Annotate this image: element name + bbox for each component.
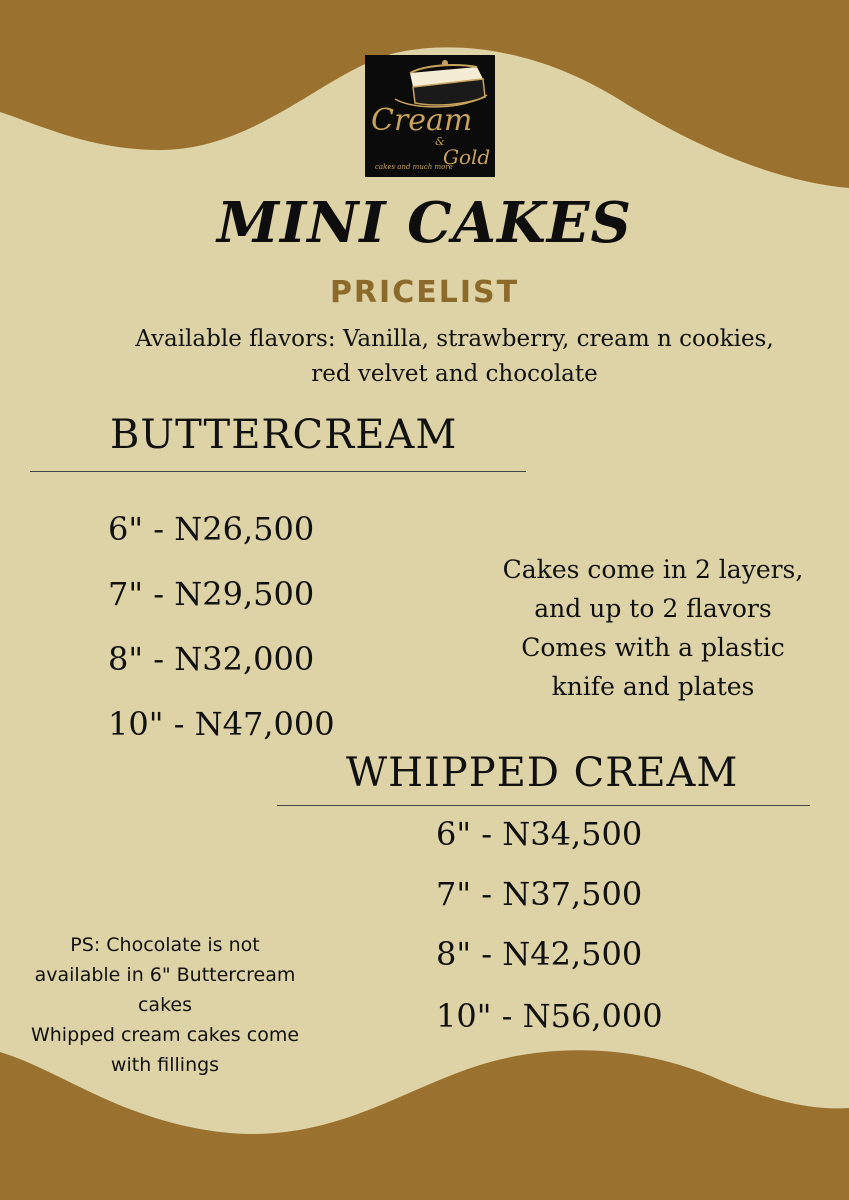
ps-line: with fillings <box>110 1054 220 1076</box>
ps-line: Whipped cream cakes come <box>30 1024 300 1046</box>
ps-line: PS: Chocolate is not <box>70 934 260 956</box>
note-line: and up to 2 flavors <box>534 594 772 623</box>
buttercream-price-10: 10" - N47,000 <box>108 705 335 743</box>
whipped-cream-divider <box>277 805 810 806</box>
page-subtitle: PRICELIST <box>329 275 520 310</box>
whipped-price-10: 10" - N56,000 <box>436 997 663 1035</box>
buttercream-price-6: 6" - N26,500 <box>108 510 315 548</box>
page-title: MINI CAKES <box>217 190 632 256</box>
buttercream-heading: BUTTERCREAM <box>110 412 458 458</box>
buttercream-divider <box>30 471 526 472</box>
ps-line: available in 6" Buttercream <box>34 964 296 986</box>
whipped-price-8: 8" - N42,500 <box>436 935 643 973</box>
whipped-price-6: 6" - N34,500 <box>436 815 643 853</box>
logo-tagline: cakes and much more <box>375 163 453 171</box>
whipped-cream-heading: WHIPPED CREAM <box>346 750 739 796</box>
note-line: Cakes come in 2 layers, <box>502 555 804 584</box>
logo-ampersand: & <box>435 135 445 148</box>
note-line: knife and plates <box>551 672 755 701</box>
logo-word-cream: Cream <box>371 103 473 138</box>
cake-info-note <box>468 550 838 706</box>
ps-line: cakes <box>137 994 192 1016</box>
whipped-price-7: 7" - N37,500 <box>436 875 643 913</box>
flavors-text: Available flavors: Vanilla, strawberry, cream n cookies, red velvet and chocolate <box>135 326 774 387</box>
ps-note <box>10 930 320 1080</box>
brand-logo <box>365 55 495 177</box>
buttercream-price-8: 8" - N32,000 <box>108 640 315 678</box>
note-line: Comes with a plastic <box>521 633 785 662</box>
logo-word-gold: Gold <box>443 145 491 169</box>
buttercream-price-7: 7" - N29,500 <box>108 575 315 613</box>
